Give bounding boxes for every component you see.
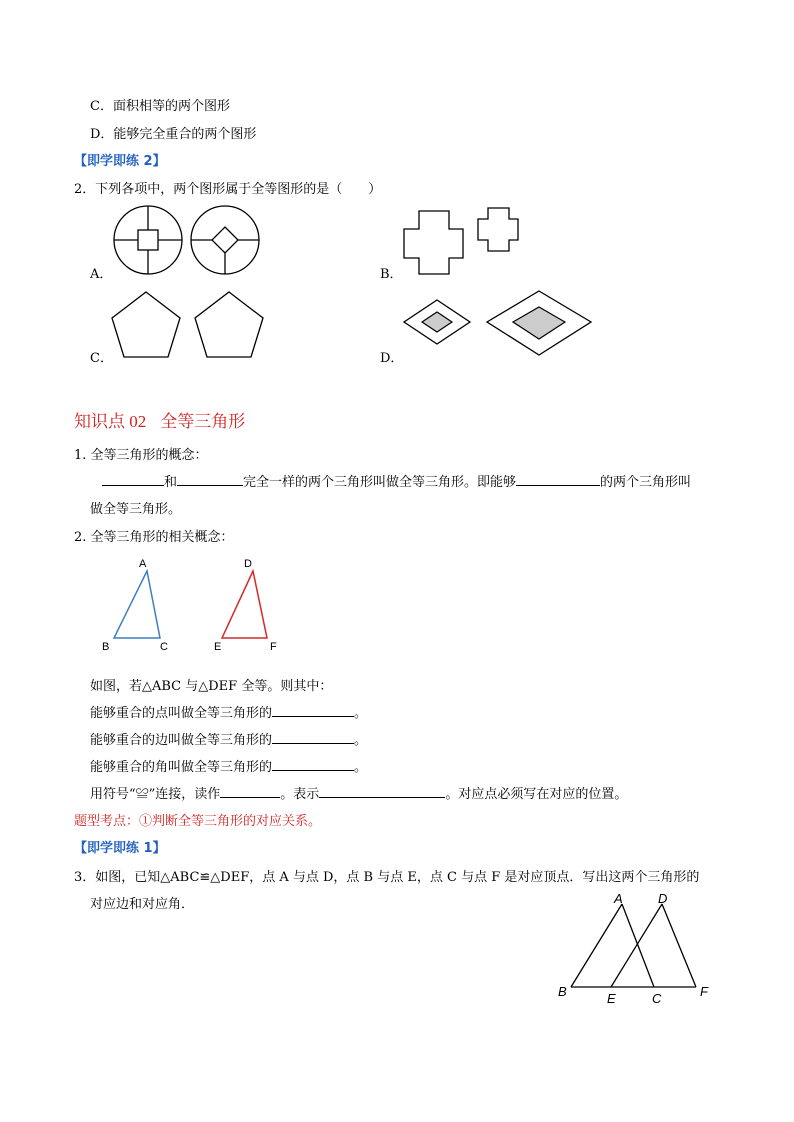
concept2-title: 2. 全等三角形的相关概念： <box>74 530 234 545</box>
symbol-text-b: 。表示 <box>280 787 320 802</box>
q3-label-c: C <box>652 991 662 1006</box>
q2-figure-d-small <box>404 300 470 344</box>
q1-option-c: C．面积相等的两个图形 <box>90 99 230 114</box>
q2-figure-a-left <box>114 206 182 274</box>
blank[interactable] <box>516 473 600 486</box>
blank[interactable] <box>272 731 354 744</box>
blank[interactable] <box>220 785 280 798</box>
tri1-label-b: B <box>102 641 110 653</box>
q2-figure-c-right-pentagon <box>195 292 263 357</box>
period: 。 <box>354 733 368 748</box>
practice-label-1: 【即学即练 1】 <box>74 841 166 856</box>
q3-label-b: B <box>558 984 567 999</box>
tri2-label-f: F <box>270 641 277 653</box>
sides-text: 能够重合的边叫做全等三角形的 <box>90 733 273 748</box>
section-title: 全等三角形 <box>160 412 246 432</box>
q2-label-c: C． <box>90 351 113 366</box>
q2-figure-b-small-cross <box>478 208 518 251</box>
q3-label-d: D <box>658 891 668 906</box>
blank[interactable] <box>177 473 243 486</box>
triangle-def <box>222 571 267 638</box>
blank[interactable] <box>319 785 445 798</box>
tri1-label-a: A <box>139 558 147 570</box>
concept1-and: 和 <box>164 475 178 490</box>
q3-label-f: F <box>700 984 708 999</box>
q3-line2: 对应边和对应角． <box>90 897 195 912</box>
q2-stem: 2．下列各项中，两个图形属于全等图形的是（ ） <box>74 182 382 197</box>
q3-label-a: A <box>614 891 623 906</box>
concept2-sides <box>90 729 367 748</box>
concept1-line2: 做全等三角形。 <box>90 502 182 517</box>
concept2-angles <box>90 756 367 775</box>
q2-figure-b-large-cross <box>404 211 463 274</box>
blank[interactable] <box>102 473 164 486</box>
q1-option-d: D．能够完全重合的两个图形 <box>90 127 257 142</box>
exam-point: 题型考点：①判断全等三角形的对应关系。 <box>74 814 322 829</box>
symbol-text-a: 用符号“≌”连接，读作 <box>90 787 221 802</box>
tri1-label-c: C <box>160 641 168 653</box>
q2-label-d: D． <box>380 351 404 366</box>
section-heading <box>74 407 245 432</box>
q3-label-e: E <box>607 991 616 1006</box>
concept2-points <box>90 702 367 721</box>
tri2-label-d: D <box>244 558 252 570</box>
tri2-label-e: E <box>214 641 222 653</box>
q3-line1: 3．如图，已知△ABC≌△DEF，点 A 与点 D，点 B 与点 E，点 C 与点 F 是对应顶点．写出这两个三角形的 <box>74 870 700 885</box>
q3-figure <box>550 890 720 1010</box>
angles-text: 能够重合的角叫做全等三角形的 <box>90 760 273 775</box>
period: 。 <box>354 706 368 721</box>
concept1-mid: 完全一样的两个三角形叫做全等三角形。即能够 <box>243 475 517 490</box>
concept1-line1 <box>102 471 691 490</box>
points-text: 能够重合的点叫做全等三角形的 <box>90 706 273 721</box>
q2-figure-d-large <box>487 291 591 355</box>
concept1-end: 的两个三角形叫 <box>600 475 692 490</box>
period: 。 <box>354 760 368 775</box>
q2-figure-a-right <box>191 206 259 274</box>
q2-figures <box>0 0 794 380</box>
blank[interactable] <box>272 704 354 717</box>
section-number: 知识点 02 <box>74 412 147 431</box>
blank[interactable] <box>272 758 354 771</box>
practice-label-2: 【即学即练 2】 <box>74 154 166 169</box>
concept2-intro: 如图，若△ABC 与△DEF 全等。则其中： <box>90 679 333 694</box>
q2-figure-c-left-pentagon <box>112 292 180 357</box>
q2-label-a: A． <box>90 267 113 282</box>
concept2-triangles <box>90 550 310 660</box>
symbol-text-c: 。对应点必须写在对应的位置。 <box>445 787 628 802</box>
concept2-symbol <box>90 783 627 802</box>
triangle-abc <box>114 571 160 638</box>
q2-label-b: B． <box>380 267 403 282</box>
concept1-title: 1. 全等三角形的概念： <box>74 448 208 463</box>
